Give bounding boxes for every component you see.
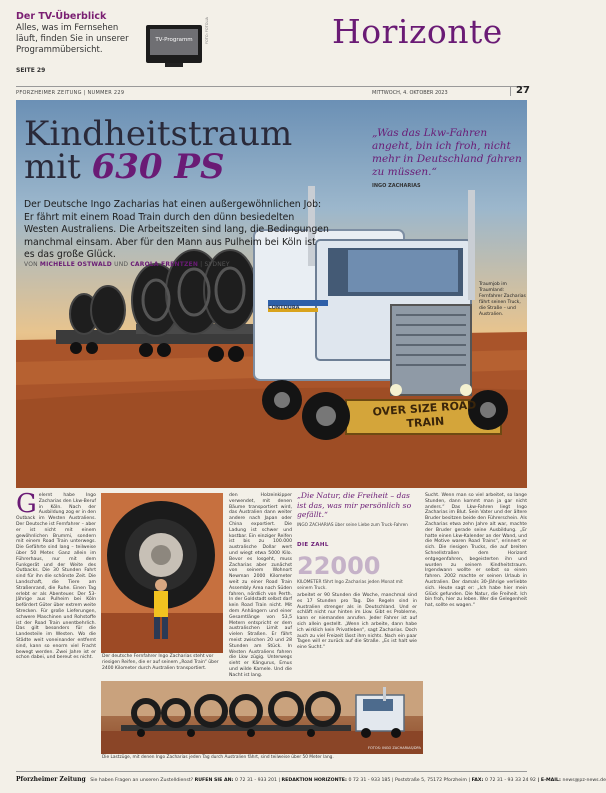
body-column-1 <box>16 489 96 765</box>
header-divider <box>16 86 527 87</box>
headline-line1: Kindheitstraum <box>24 114 293 154</box>
footer-logo: Pforzheimer Zeitung <box>16 776 86 783</box>
page-number-divider <box>510 86 511 96</box>
hero-caption: Traumjob im Traumland: Fernfahrer Zacharias fährt seinen Truck, die Straße – und Australien. <box>479 282 526 317</box>
byline-place: | SYDNEY <box>198 261 230 268</box>
footer-phone[interactable]: 0 72 31 - 933 201 <box>235 778 277 783</box>
byline-prefix: VON <box>24 261 40 268</box>
tv-stand <box>165 63 183 67</box>
footer-email-link[interactable]: news@pz-news.de <box>562 778 606 783</box>
pull-quote-source: INGO ZACHARIAS über seine Liebe zum Truck-Fahren <box>297 522 408 527</box>
truck-sign: OVER SIZE ROAD TRAIN <box>372 398 477 431</box>
body-column-3 <box>229 493 292 676</box>
paper-info: PFORZHEIMER ZEITUNG | NUMMER 229 <box>16 90 125 96</box>
page-number: 27 <box>516 85 530 96</box>
image-credit: FOTO: FOTOLIA <box>205 17 209 44</box>
footer-divider <box>16 771 527 772</box>
footer-fax: 0 72 31 - 93 33 24 92 <box>484 778 536 783</box>
byline <box>24 261 230 268</box>
footer-text: Sie haben Fragen an unseren Zustelldienst? <box>90 778 195 783</box>
photo-caption: Der deutsche Fernfahrer Ingo Zacharias steht vor riesigen Reifen, die er auf seinem „Road Train“ über 2400 Kilometer durch Australien transportiert. <box>102 654 219 671</box>
road-train-strip-photo <box>101 681 423 754</box>
photo-credit: FOTOS: INGO ZACHARIAS/DPA <box>368 746 421 750</box>
road-train-side-illustration <box>101 681 423 754</box>
issue-date: MITTWOCH, 4. OKTOBER 2023 <box>372 90 448 96</box>
strip-caption: Die Lastzüge, mit denen Ingo Zacharias jeden Tag durch Australien fährt, sind teilweise über 50 Meter lang. <box>102 755 334 760</box>
footer-email-label: | E-MAIL: <box>535 778 563 783</box>
footer-fax-label: FAX: <box>471 778 485 783</box>
headline-number: 630 PS <box>91 147 225 187</box>
hero-quote-source: INGO ZACHARIAS <box>372 183 421 189</box>
fact-text: KILOMETER fährt Ingo Zacharias jeden Monat mit seinem Truck. <box>297 580 403 591</box>
article-intro: Der Deutsche Ingo Zacharias hat einen außergewöhnlichen Job: Er fährt mit einem Road Train durch den dünn besiedelten Westen Australiens. Die Arbeitszeiten sind lang, die Bedingungen manchmal einsam. Aber für den Mann aus Pulheim bei Köln ist es das große Glück. <box>24 199 329 260</box>
teaser-text: Alles, was im Fernsehen läuft, finden Sie in unserer Programmübersicht. <box>16 23 129 55</box>
body-column-5 <box>425 493 527 765</box>
headline <box>24 114 293 187</box>
fact-label: DIE ZAHL <box>297 542 329 548</box>
body-text-3: den Holzeinkipper verwendet, mit denen Bäume transportiert wird, das Australien dann weiter andere nach Japan oder China exportiert. Die Ladung ist schwer und kostbar. Ein einziger Reifen ist bis zu 100.000 australische Dollar wert und wiegt etwa 5000 Kilo. Bevor es losgeht, muss Zacharias aber zunächst von seinem Wohnort Newman 2000 Kilometer weit zu einer Road Train Assembly Area nach Süden fahren, nördlich von Perth. In der Goldstadt selbst darf kein Road Train nicht. Mit dem Anhängern und einer Gesamtlänge von 53,5 Metern entspricht er dem australischen Limit auf vielen Straßen. Er fährt meist zwischen 20 und 28 Stunden am Stück. In Westen Australiens fahren die Lkw zügig. Unterwegs sieht er Kängurus, Emus und wilde Kamele. Und die Nacht ist lang. <box>229 493 292 678</box>
footer-address: | Poststraße 5, 75172 Pforzheim | <box>390 778 472 783</box>
body-text-1: elernt habe Ingo Zacharias den Lkw-Beruf in Köln. Nach der Ausbildung zog er in den Outback im Westen Australiens. Der Deutsche ist Fernfahrer – aber er ist nicht mit einem gewöhnlichen Brummi, sondern mit einem Road Train unterwegs. Die Gefährte sind lang – teilweise über 50 Meter. Ganz allein im Führerhaus, nur mit dem Funkgerät und der Weite des Outbacks. Die 30 Stunden Fahrt sind für ihn die schönste Zeit. Die Landschaft, die Tiere am Straßenrand, die Ruhe. Einen Tag erlebt er als Abenteuer. Der 53-Jährige aus Pulheim bei Köln befördert Güter über extrem weite Strecken. Für große Lieferungen, schwere Maschinen und Rohstoffe ist der Road Train unentbehrlich. Das gilt besonders für die Landesteile im Westen. Wo die Städte weit voneinander entfernt sind, kann so enorm viel Fracht bewegt werden. Zwei Jahre ist er schon dabei, und bereut es nicht. <box>16 493 96 661</box>
footer-phone-label: RUFEN SIE AN: <box>194 778 236 783</box>
tv-label: TV-Programm <box>155 37 193 43</box>
teaser-kicker: Der TV-Überblick <box>16 11 107 22</box>
author-1: MICHELLE OSTWALD <box>39 261 112 268</box>
body-column-4 <box>297 593 417 677</box>
footer-editorial-label: REDAKTION HORIZONTE: <box>281 778 349 783</box>
footer-editorial-phone[interactable]: 0 72 31 - 933 185 <box>348 778 391 783</box>
footer-separator: | <box>276 778 282 783</box>
section-title: Horizonte <box>332 12 503 51</box>
teaser-page-ref: SEITE 29 <box>16 67 46 74</box>
tv-icon <box>146 25 202 63</box>
body-text-4: arbeitet er 90 Stunden die Woche, manchmal sind es 17 Stunden pro Tag. Die Regeln sind in Australien strenger als in Deutschland. Und er schläft nicht nur hinten im Lkw. Gibt es Probleme, kann er niemanden anrufen. Jeder Fahrer ist auf sich allein gestellt. „Wenn ich arbeite, dann habe ich wirklich kein Privatleben“, sagt Zacharias. Doch auch zu viel Freizeit lässt ihm nichts. Nach ein paar Tagen will er zurück auf die Straße. „Es ist halt wie eine Sucht.“ <box>297 593 417 651</box>
byline-and: UND <box>112 261 131 268</box>
truck-text: CONTOURA <box>268 305 300 311</box>
drop-cap: G <box>16 489 37 519</box>
footer <box>16 776 606 783</box>
headline-prefix: mit <box>24 147 92 187</box>
fact-number: 22000 <box>297 552 381 580</box>
body-text-5: Sucht. Wenn man so viel arbeitet, so lange Stunden, dann kommt man ja gar nicht anders.“ Das Lkw-Fahren liegt Ingo Zacharias im Blut. Sein Vater und der ältere Bruder besitzen beide den Führerschein. Als Zacharias etwa zehn Jahre alt war, machte der Bruder gerade seine Ausbildung. „Er hatte einen Lkw-Kalender an der Wand, und die Motive waren Road Trains“, erinnert er sich. Die riesigen Trucks, die auf breiten Schnellstraßen dem Horizont entgegenfahren, begeisterten ihn und wurden zu seinem Kindheitstraum. Irgendwann wollte er selbst so einen fahren. 2002 machte er seinen Urlaub in Australien. Der damals 30-Jährige verliebte sich. Heute sagt er: „Ich habe hier mein Glück gefunden. Die Natur, die Freiheit. Ich bin froh, hier zu leben. Wer die Gelegenheit hat, sollte es wagen.“ <box>425 493 527 609</box>
hero-quote: „Was das Lkw-Fahren angeht, bin ich froh, nicht mehr in Deutschland fahren zu müssen.“ <box>372 127 522 178</box>
man-with-tyre-illustration <box>101 493 223 653</box>
tyre-photo <box>101 493 223 653</box>
pull-quote: „Die Natur, die Freiheit – das ist das, was mir persönlich so gefällt.“ <box>297 491 412 519</box>
author-2: CAROLA FRENTZEN <box>130 261 199 268</box>
